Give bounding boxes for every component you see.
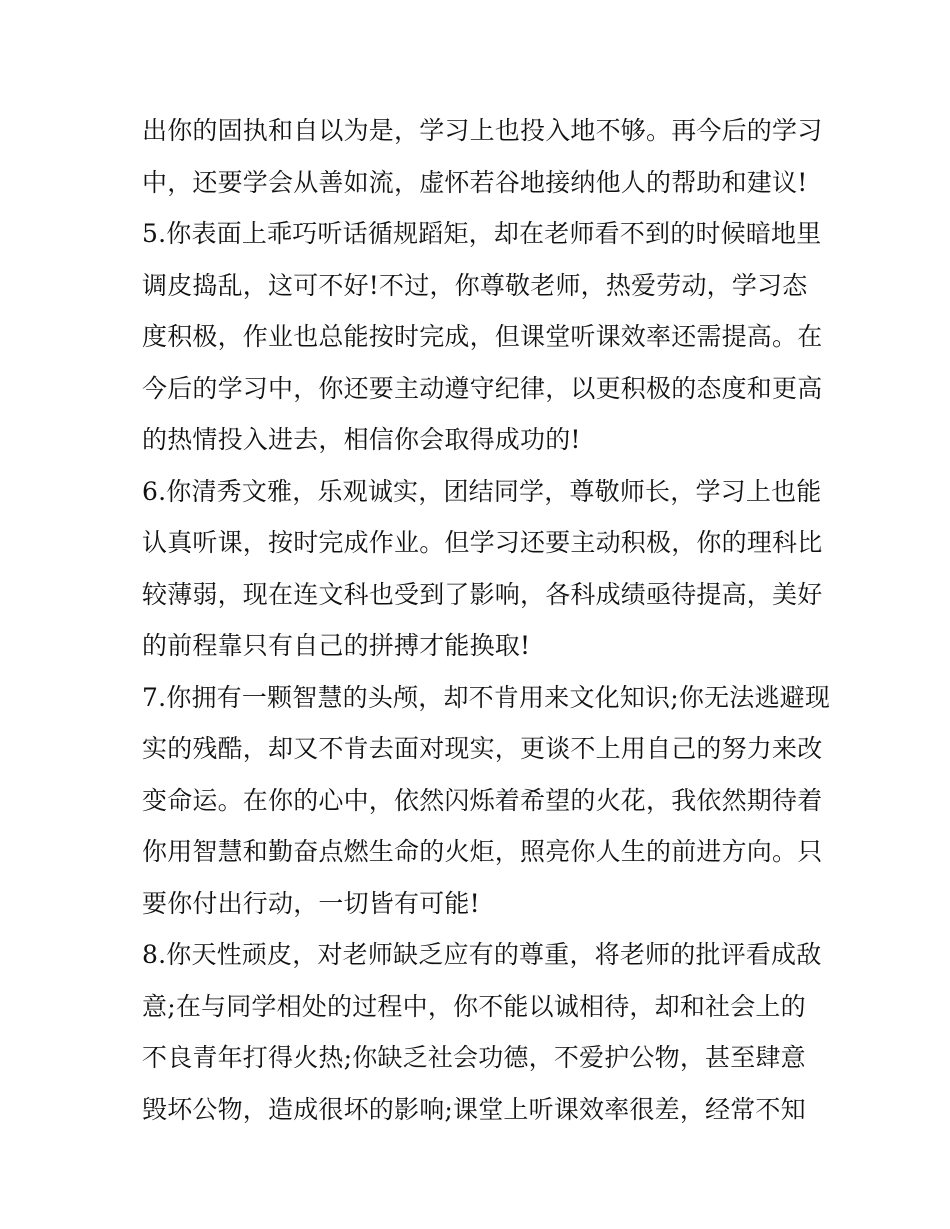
text-line: 8.你天性顽皮，对老师缺乏应有的尊重，将老师的批评看成敌	[142, 940, 822, 969]
text-line: 度积极，作业也总能按时完成，但课堂听课效率还需提高。在	[142, 322, 823, 351]
text-line: 今后的学习中，你还要主动遵守纪律，以更积极的态度和更高	[142, 373, 823, 403]
text-line: 你用智慧和勤奋点燃生命的火炬，照亮你人生的前进方向。只	[142, 837, 823, 866]
text-line: 的前程靠只有自己的拼搏才能换取!	[142, 631, 531, 660]
text-line: 出你的固执和自以为是，学习上也投入地不够。再今后的学习	[142, 116, 823, 145]
text-line: 6.你清秀文雅，乐观诚实，团结同学，尊敬师长，学习上也能	[142, 476, 822, 506]
text-line: 变命运。在你的心中，依然闪烁着希望的火花，我依然期待着	[142, 785, 823, 815]
text-line: 调皮捣乱，这可不好!不过，你尊敬老师，热爱劳动，学习态	[142, 270, 808, 300]
document-body	[142, 105, 831, 1135]
text-line: 意;在与同学相处的过程中，你不能以诚相待，却和社会上的	[142, 991, 806, 1021]
text-line: 认真听课，按时完成作业。但学习还要主动积极，你的理科比	[142, 528, 823, 557]
text-line: 5.你表面上乖巧听话循规蹈矩，却在老师看不到的时候暗地里	[142, 219, 822, 248]
text-line: 较薄弱，现在连文科也受到了影响，各科成绩亟待提高，美好	[142, 579, 823, 609]
text-line: 要你付出行动，一切皆有可能!	[142, 888, 480, 918]
text-line: 实的残酷，却又不肯去面对现实，更谈不上用自己的努力来改	[142, 734, 823, 763]
text-line: 中，还要学会从善如流，虚怀若谷地接纳他人的帮助和建议!	[142, 167, 808, 197]
text-line: 毁坏公物，造成很坏的影响;课堂上听课效率很差，经常不知	[142, 1094, 806, 1124]
text-line: 的热情投入进去，相信你会取得成功的!	[142, 425, 581, 454]
text-line: 7.你拥有一颗智慧的头颅，却不肯用来文化知识;你无法逃避现	[142, 682, 831, 712]
text-line: 不良青年打得火热;你缺乏社会功德，不爱护公物，甚至肆意	[142, 1043, 806, 1072]
